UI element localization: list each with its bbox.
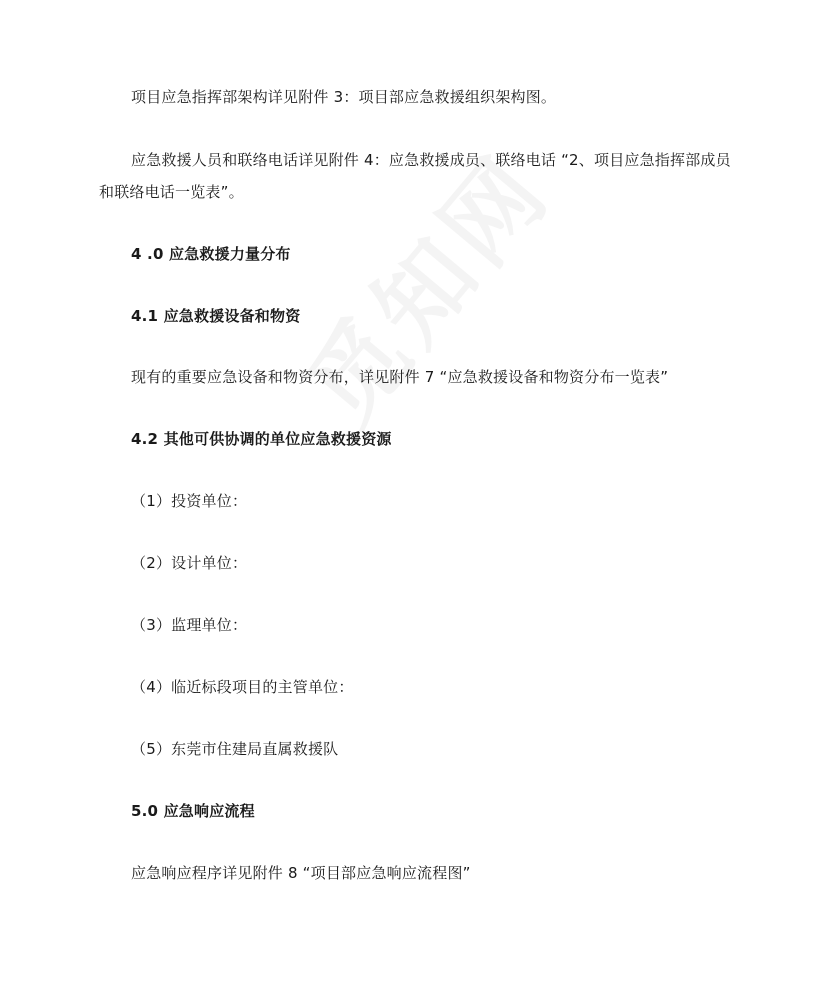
paragraph-contacts-line2: 和联络电话一览表”。	[99, 183, 244, 201]
list-item-investor: （1）投资单位：	[131, 492, 248, 510]
paragraph-contacts-line1: 应急救援人员和联络电话详见附件 4：应急救援成员、联络电话 “2、项目应急指挥部成员	[131, 151, 731, 169]
heading-4-1: 4.1 应急救援设备和物资	[131, 307, 301, 325]
paragraph-equipment: 现有的重要应急设备和物资分布，详见附件 7 “应急救援设备和物资分布一览表”	[131, 368, 669, 386]
heading-4-2: 4.2 其他可供协调的单位应急救援资源	[131, 430, 392, 448]
list-item-adjacent-section: （4）临近标段项目的主管单位：	[131, 678, 354, 696]
heading-5-0: 5.0 应急响应流程	[131, 802, 255, 820]
list-item-supervisor: （3）监理单位：	[131, 616, 248, 634]
heading-4-0: 4 .0 应急救援力量分布	[131, 245, 291, 263]
watermark	[270, 121, 575, 448]
paragraph-org-structure: 项目应急指挥部架构详见附件 3：项目部应急救援组织架构图。	[131, 88, 557, 106]
list-item-rescue-team: （5）东莞市住建局直属救援队	[131, 740, 339, 758]
paragraph-response-procedure: 应急响应程序详见附件 8 “项目部应急响应流程图”	[131, 864, 471, 882]
list-item-designer: （2）设计单位：	[131, 554, 248, 572]
